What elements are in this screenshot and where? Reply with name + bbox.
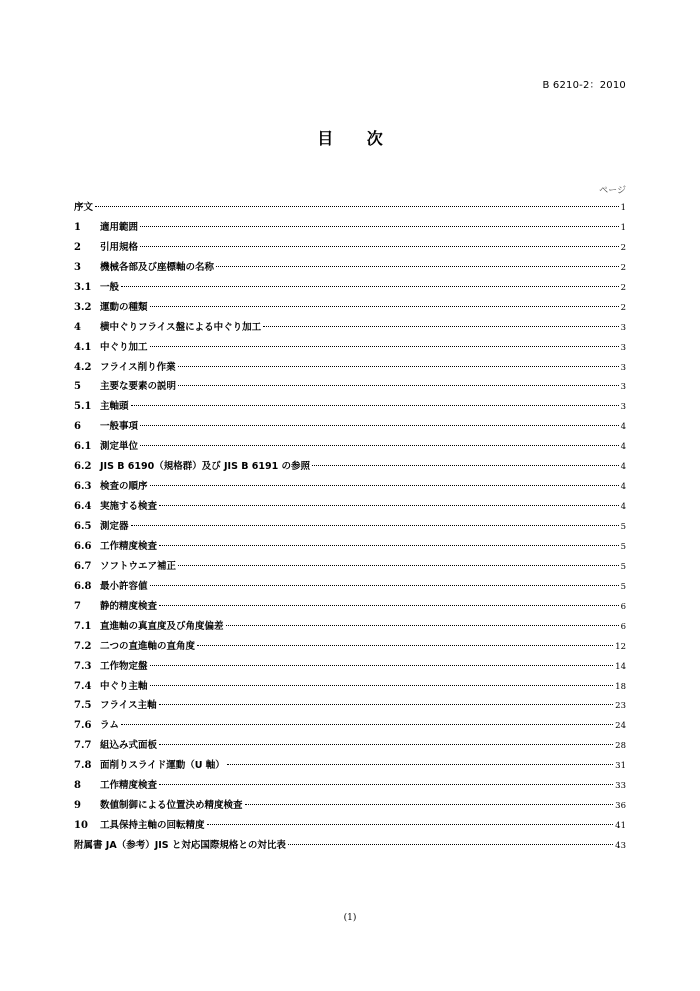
dot-leader bbox=[263, 326, 618, 327]
toc-entry[interactable] bbox=[74, 597, 626, 617]
toc-entry-page: 5 bbox=[620, 541, 626, 552]
toc-entry-label: 実施する検査 bbox=[100, 501, 158, 513]
toc-entry-label: 測定単位 bbox=[100, 441, 139, 453]
dot-leader bbox=[312, 465, 619, 466]
toc-entry-page: 6 bbox=[620, 601, 626, 612]
toc-entry[interactable] bbox=[74, 338, 626, 358]
toc-entry-number: 4.1 bbox=[74, 341, 92, 353]
dot-leader bbox=[131, 525, 619, 526]
toc-entry-number: 6.5 bbox=[74, 521, 92, 532]
toc-entry-label: ラム bbox=[100, 720, 119, 732]
toc-entry-page: 4 bbox=[620, 482, 626, 493]
toc-entry[interactable] bbox=[74, 756, 626, 776]
toc-entry-page: 1 bbox=[620, 203, 626, 213]
toc-entry-number: 7.2 bbox=[74, 640, 92, 652]
toc-entry-label: JIS B 6190（規格群）及び JIS B 6191 の参照 bbox=[100, 461, 311, 473]
toc-entry-number: 7.7 bbox=[74, 740, 92, 752]
toc-entry-page: 3 bbox=[620, 382, 626, 393]
toc-entry-number: 3 bbox=[74, 261, 81, 273]
table-of-contents bbox=[74, 198, 626, 856]
toc-entry-label: 中ぐり主軸 bbox=[100, 680, 148, 692]
toc-entry-label: 主軸頭 bbox=[100, 401, 129, 413]
toc-entry-page: 23 bbox=[615, 701, 626, 712]
toc-entry-number: 6.3 bbox=[74, 481, 92, 493]
toc-entry-number: 6.7 bbox=[74, 560, 92, 572]
dot-leader bbox=[159, 505, 619, 506]
toc-entry[interactable] bbox=[74, 816, 626, 836]
toc-entry-page: 18 bbox=[615, 681, 626, 692]
toc-entry[interactable] bbox=[74, 497, 626, 517]
toc-entry[interactable] bbox=[74, 397, 626, 417]
dot-leader bbox=[178, 366, 619, 367]
toc-entry-page: 2 bbox=[620, 262, 626, 273]
dot-leader bbox=[216, 266, 619, 267]
toc-entry[interactable] bbox=[74, 657, 626, 677]
toc-entry-number: 7 bbox=[74, 600, 81, 612]
toc-entry-page: 4 bbox=[620, 422, 626, 433]
dot-leader bbox=[207, 824, 614, 825]
toc-entry-label: 二つの直進軸の直角度 bbox=[100, 640, 196, 652]
toc-entry[interactable] bbox=[74, 696, 626, 716]
toc-entry-label: 一般 bbox=[100, 281, 120, 293]
dot-leader bbox=[159, 545, 619, 546]
toc-entry-page: 3 bbox=[620, 342, 626, 353]
dot-leader bbox=[95, 206, 619, 207]
toc-entry-page: 14 bbox=[615, 661, 626, 672]
dot-leader bbox=[159, 784, 613, 785]
toc-entry-page: 33 bbox=[615, 781, 626, 792]
toc-entry-number: 7.5 bbox=[74, 700, 92, 712]
toc-entry-page: 6 bbox=[620, 621, 626, 632]
toc-entry[interactable] bbox=[74, 537, 626, 557]
toc-entry-label: 直進軸の真直度及び角度偏差 bbox=[100, 620, 224, 632]
toc-entry-page: 3 bbox=[620, 362, 626, 373]
dot-leader bbox=[159, 605, 619, 606]
toc-entry-number: 4 bbox=[74, 321, 81, 333]
toc-entry-number: 6.6 bbox=[74, 540, 92, 552]
toc-entry-number: 7.6 bbox=[74, 720, 92, 732]
toc-entry-number: 9 bbox=[74, 800, 81, 812]
toc-entry[interactable] bbox=[74, 477, 626, 497]
dot-leader bbox=[140, 445, 619, 446]
dot-leader bbox=[150, 665, 614, 666]
toc-entry-number: 1 bbox=[74, 221, 81, 233]
toc-entry-label: 附属書 JA（参考）JIS と対応国際規格との対比表 bbox=[74, 840, 286, 851]
dot-leader bbox=[150, 685, 614, 686]
toc-entry-label: 工作精度検査 bbox=[100, 540, 158, 552]
toc-entry-label: フライス主軸 bbox=[100, 700, 157, 712]
dot-leader bbox=[227, 764, 613, 765]
toc-entry[interactable] bbox=[74, 377, 626, 397]
toc-entry-number: 7.4 bbox=[74, 680, 92, 692]
toc-entry-page: 4 bbox=[620, 442, 626, 453]
dot-leader bbox=[197, 645, 613, 646]
toc-entry-page: 36 bbox=[615, 801, 626, 812]
dot-leader bbox=[150, 346, 619, 347]
dot-leader bbox=[121, 724, 613, 725]
toc-entry-number: 6.4 bbox=[74, 501, 92, 513]
toc-entry-number: 7.3 bbox=[74, 660, 92, 672]
toc-entry-label: 運動の種類 bbox=[100, 301, 148, 313]
toc-entry[interactable] bbox=[74, 318, 626, 338]
toc-entry-page: 28 bbox=[615, 741, 626, 752]
toc-entry[interactable] bbox=[74, 238, 626, 258]
toc-entry-page: 5 bbox=[620, 561, 626, 572]
toc-entry-number: 2 bbox=[74, 241, 81, 253]
toc-entry-label: 組込み式面板 bbox=[100, 740, 158, 752]
dot-leader bbox=[159, 704, 614, 705]
toc-entry-number: 6.2 bbox=[74, 461, 92, 473]
toc-entry-number: 6.1 bbox=[74, 441, 92, 453]
toc-entry-number: 3.2 bbox=[74, 301, 92, 313]
toc-entry-page: 41 bbox=[615, 821, 626, 832]
toc-entry[interactable] bbox=[74, 417, 626, 437]
dot-leader bbox=[140, 246, 619, 247]
toc-entry-page: 24 bbox=[615, 721, 626, 732]
toc-entry-number: 6.8 bbox=[74, 580, 92, 592]
toc-entry[interactable] bbox=[74, 736, 626, 756]
dot-leader bbox=[178, 565, 619, 566]
toc-entry-page: 4 bbox=[620, 462, 626, 473]
toc-entry-label: 一般事項 bbox=[100, 421, 139, 433]
toc-entry[interactable] bbox=[74, 278, 626, 298]
toc-entry-page: 2 bbox=[620, 282, 626, 293]
toc-entry-number: 4.2 bbox=[74, 361, 92, 373]
toc-entry-page: 2 bbox=[620, 242, 626, 253]
toc-entry[interactable] bbox=[74, 677, 626, 697]
toc-entry-label: 工作精度検査 bbox=[100, 780, 158, 792]
dot-leader bbox=[121, 286, 619, 287]
page-title: 目 次 bbox=[317, 129, 397, 148]
toc-entry-label: フライス削り作業 bbox=[100, 361, 176, 373]
toc-entry-page: 2 bbox=[620, 302, 626, 313]
toc-entry-label: 工作物定盤 bbox=[100, 660, 148, 672]
toc-entry[interactable] bbox=[74, 258, 626, 278]
toc-entry[interactable] bbox=[74, 796, 626, 816]
toc-entry-label: 静的精度検査 bbox=[100, 600, 158, 612]
toc-entry-number: 7.1 bbox=[74, 620, 92, 632]
dot-leader bbox=[150, 306, 619, 307]
toc-entry-label: 面削りスライド運動（U 軸） bbox=[100, 760, 225, 772]
toc-entry-page: 43 bbox=[615, 841, 626, 851]
toc-entry[interactable] bbox=[74, 517, 626, 537]
toc-entry-page: 3 bbox=[620, 322, 626, 333]
dot-leader bbox=[245, 804, 614, 805]
toc-entry-page: 12 bbox=[615, 641, 626, 652]
dot-leader bbox=[150, 585, 619, 586]
toc-entry-page: 5 bbox=[620, 581, 626, 592]
footer-page-number: (1) bbox=[343, 913, 357, 923]
toc-entry-label: ソフトウエア補正 bbox=[100, 560, 177, 572]
toc-entry-label: 検査の順序 bbox=[100, 481, 148, 493]
toc-entry-label: 最小許容値 bbox=[100, 580, 148, 592]
toc-entry-label: 横中ぐりフライス盤による中ぐり加工 bbox=[100, 321, 262, 333]
toc-entry[interactable] bbox=[74, 836, 626, 856]
toc-entry-page: 3 bbox=[620, 402, 626, 413]
toc-entry[interactable] bbox=[74, 617, 626, 637]
toc-entry-number: 5 bbox=[74, 381, 81, 393]
toc-entry-label: 適用範囲 bbox=[100, 221, 139, 233]
toc-entry[interactable] bbox=[74, 577, 626, 597]
toc-entry[interactable] bbox=[74, 637, 626, 657]
toc-entry-number: 7.8 bbox=[74, 760, 92, 772]
dot-leader bbox=[178, 385, 619, 386]
toc-entry-number: 3.1 bbox=[74, 281, 92, 293]
dot-leader bbox=[150, 485, 619, 486]
toc-entry[interactable] bbox=[74, 218, 626, 238]
dot-leader bbox=[140, 226, 619, 227]
dot-leader bbox=[226, 625, 619, 626]
toc-entry[interactable] bbox=[74, 716, 626, 736]
toc-entry-label: 機械各部及び座標軸の名称 bbox=[100, 261, 215, 273]
toc-entry-number: 5.1 bbox=[74, 401, 92, 413]
toc-entry[interactable] bbox=[74, 358, 626, 378]
page-column-header: ページ bbox=[599, 186, 626, 196]
toc-entry[interactable] bbox=[74, 298, 626, 318]
toc-entry-label: 工具保持主軸の回転精度 bbox=[100, 820, 205, 832]
toc-entry[interactable] bbox=[74, 437, 626, 457]
toc-entry-label: 引用規格 bbox=[100, 241, 139, 253]
toc-entry-number: 8 bbox=[74, 780, 81, 792]
toc-entry-page: 4 bbox=[620, 502, 626, 513]
toc-entry-page: 31 bbox=[615, 761, 626, 772]
toc-entry-page: 1 bbox=[620, 222, 626, 233]
toc-entry-label: 数値制御による位置決め精度検査 bbox=[100, 800, 243, 812]
toc-entry-label: 主要な要素の説明 bbox=[100, 381, 177, 393]
toc-entry-number: 6 bbox=[74, 421, 81, 433]
toc-entry-label: 中ぐり加工 bbox=[100, 341, 148, 353]
document-id: B 6210-2：2010 bbox=[542, 80, 626, 91]
toc-entry[interactable] bbox=[74, 776, 626, 796]
toc-entry[interactable] bbox=[74, 557, 626, 577]
toc-entry-page: 5 bbox=[620, 522, 626, 532]
toc-entry-label: 測定器 bbox=[100, 521, 129, 532]
toc-entry-number: 10 bbox=[74, 820, 88, 832]
toc-entry[interactable] bbox=[74, 198, 626, 218]
dot-leader bbox=[140, 425, 619, 426]
toc-entry-label: 序文 bbox=[74, 202, 94, 213]
toc-entry[interactable] bbox=[74, 457, 626, 477]
dot-leader bbox=[288, 844, 613, 845]
dot-leader bbox=[159, 744, 613, 745]
dot-leader bbox=[131, 405, 619, 406]
